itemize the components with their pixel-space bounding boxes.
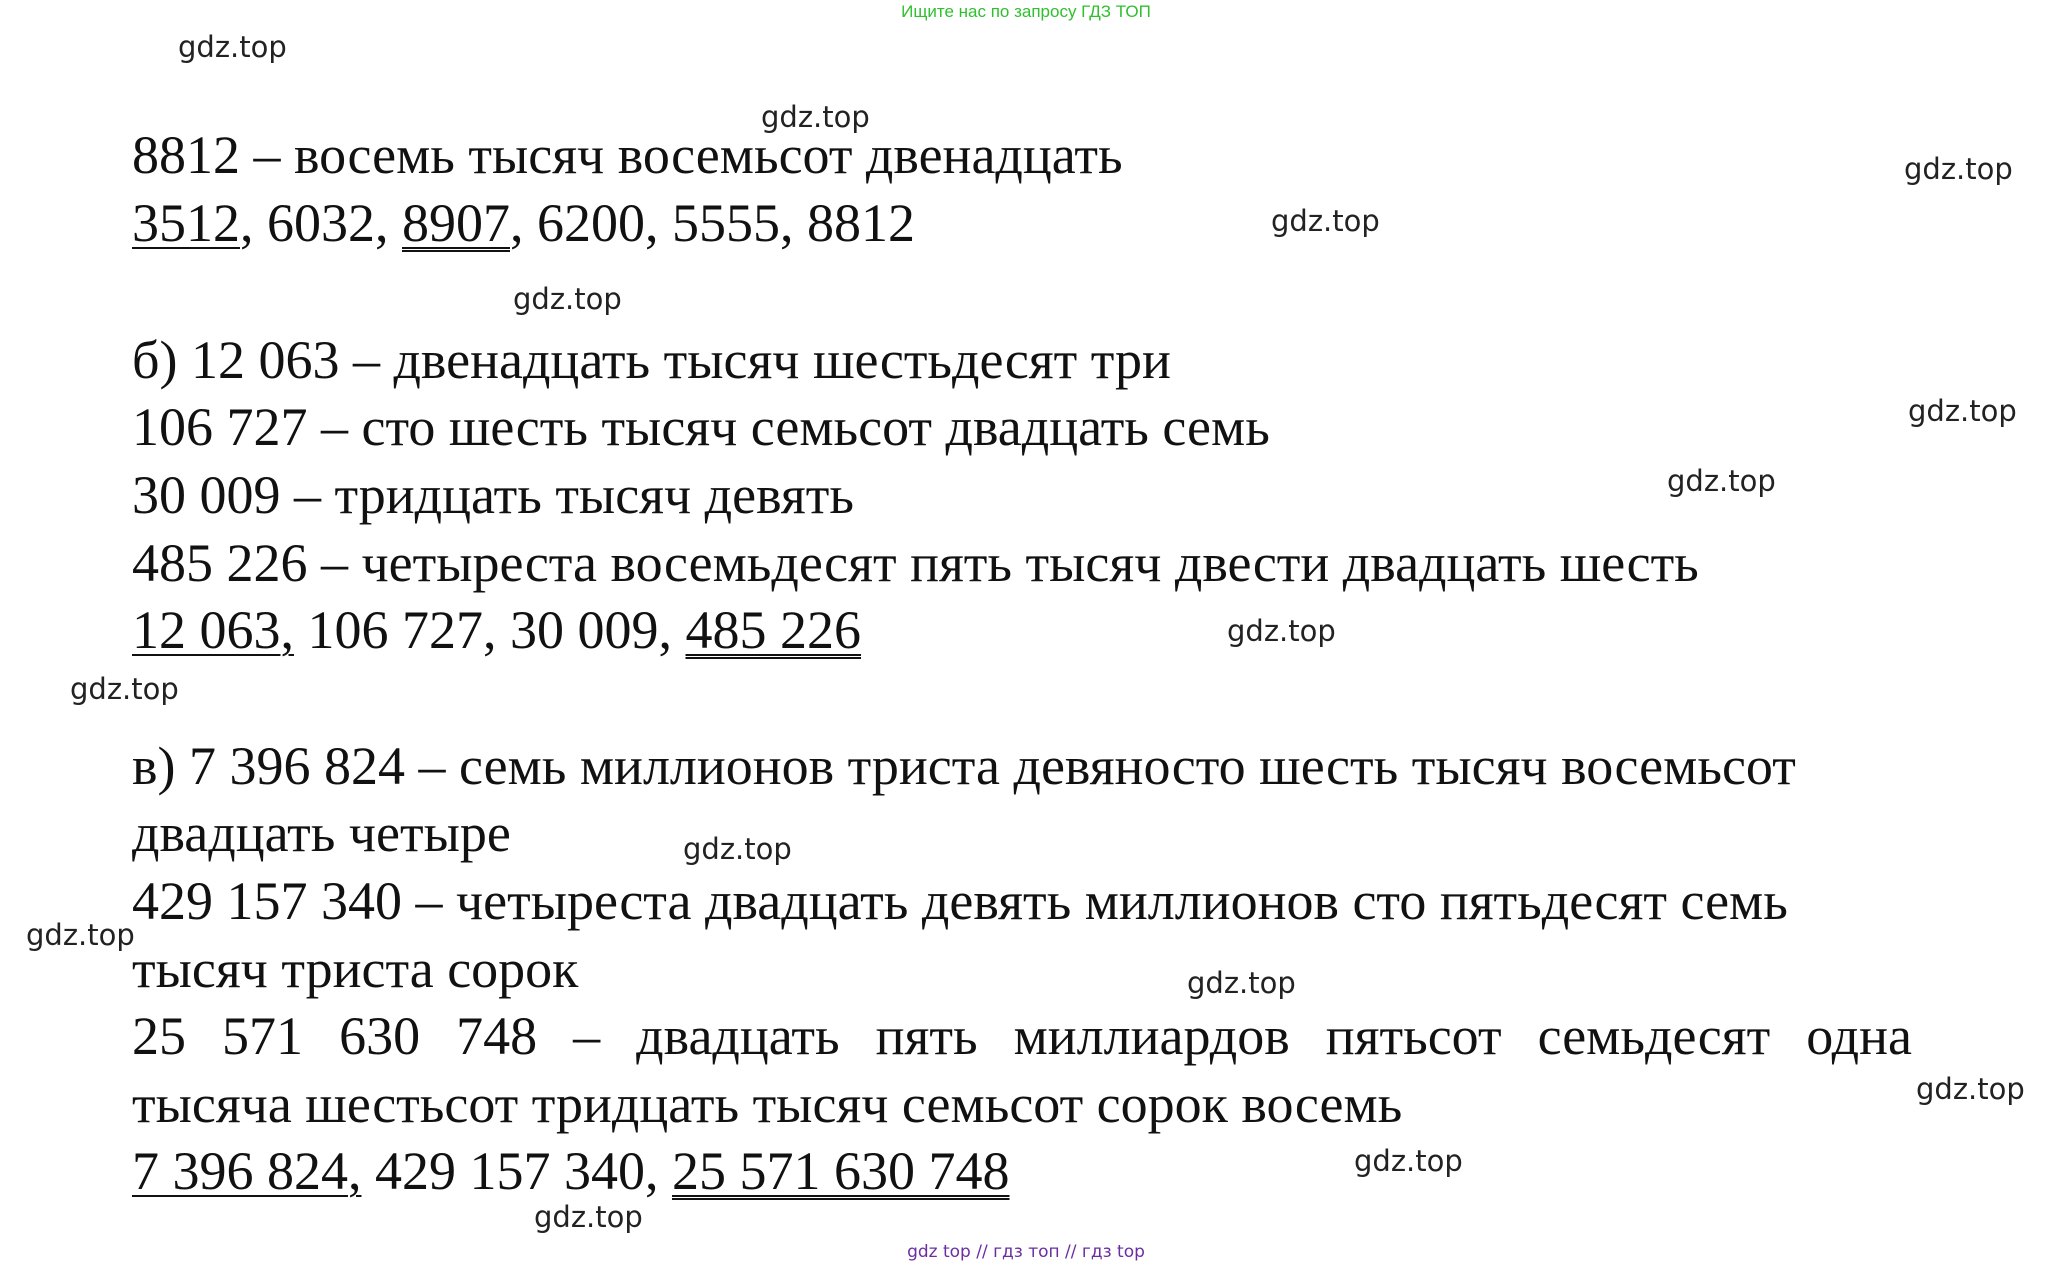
watermark: gdz.top bbox=[178, 30, 287, 64]
watermark: gdz.top bbox=[70, 672, 179, 706]
min-number: 12 063, bbox=[132, 600, 294, 660]
watermark: gdz.top bbox=[1354, 1144, 1463, 1178]
list-separator: , 6032, bbox=[240, 193, 402, 253]
watermark: gdz.top bbox=[1904, 152, 2013, 186]
part-c-list bbox=[132, 1138, 1912, 1204]
part-c-line-4: тысяч триста сорок bbox=[132, 939, 579, 999]
min-number: 3512 bbox=[132, 193, 240, 253]
part-b-line-4: 485 226 – четыреста восемьдесят пять тысяч двести двадцать шесть bbox=[132, 533, 1699, 593]
part-c-line-3: 429 157 340 – четыреста двадцать девять миллионов сто пятьдесят семь bbox=[132, 871, 1788, 931]
footer-links: gdz top // гдз топ // гдз top bbox=[907, 1242, 1145, 1262]
watermark: gdz.top bbox=[26, 918, 135, 952]
watermark: gdz.top bbox=[513, 282, 622, 316]
part-a-line-1: 8812 – восемь тысяч восемьсот двенадцать bbox=[132, 125, 1123, 185]
max-number: 8907 bbox=[402, 193, 510, 253]
list-separator: , 6200, 5555, 8812 bbox=[510, 193, 915, 253]
watermark: gdz.top bbox=[1908, 394, 2017, 428]
watermark: gdz.top bbox=[683, 832, 792, 866]
watermark: gdz.top bbox=[534, 1200, 643, 1234]
watermark: gdz.top bbox=[1187, 966, 1296, 1000]
part-b-list bbox=[132, 597, 1912, 663]
min-number: 7 396 824, bbox=[132, 1141, 362, 1201]
watermark: gdz.top bbox=[1227, 614, 1336, 648]
part-c-line-6: тысяча шестьсот тридцать тысяч семьсот сорок восемь bbox=[132, 1074, 1403, 1134]
list-separator: 106 727, 30 009, bbox=[294, 600, 686, 660]
watermark: gdz.top bbox=[1271, 204, 1380, 238]
part-b-line-3: 30 009 – тридцать тысяч девять bbox=[132, 465, 854, 525]
max-number: 485 226 bbox=[685, 600, 861, 660]
part-c-line-2: двадцать четыре bbox=[132, 803, 511, 863]
part-b-line-2: 106 727 – сто шесть тысяч семьсот двадцать семь bbox=[132, 397, 1270, 457]
list-separator: 429 157 340, bbox=[361, 1141, 672, 1201]
part-a-list bbox=[132, 190, 1912, 256]
watermark: gdz.top bbox=[1916, 1072, 2025, 1106]
top-banner: Ищите нас по запросу ГДЗ ТОП bbox=[901, 2, 1151, 21]
watermark: gdz.top bbox=[1667, 464, 1776, 498]
part-b-line-1: б) 12 063 – двенадцать тысяч шестьдесят три bbox=[132, 330, 1171, 390]
watermark: gdz.top bbox=[761, 100, 870, 134]
part-c-line-1: в) 7 396 824 – семь миллионов триста девяносто шесть тысяч восемьсот bbox=[132, 736, 1796, 796]
max-number: 25 571 630 748 bbox=[672, 1141, 1010, 1201]
part-c-line-5: 25 571 630 748 – двадцать пять миллиардов пятьсот семьдесят одна bbox=[132, 1006, 1912, 1066]
